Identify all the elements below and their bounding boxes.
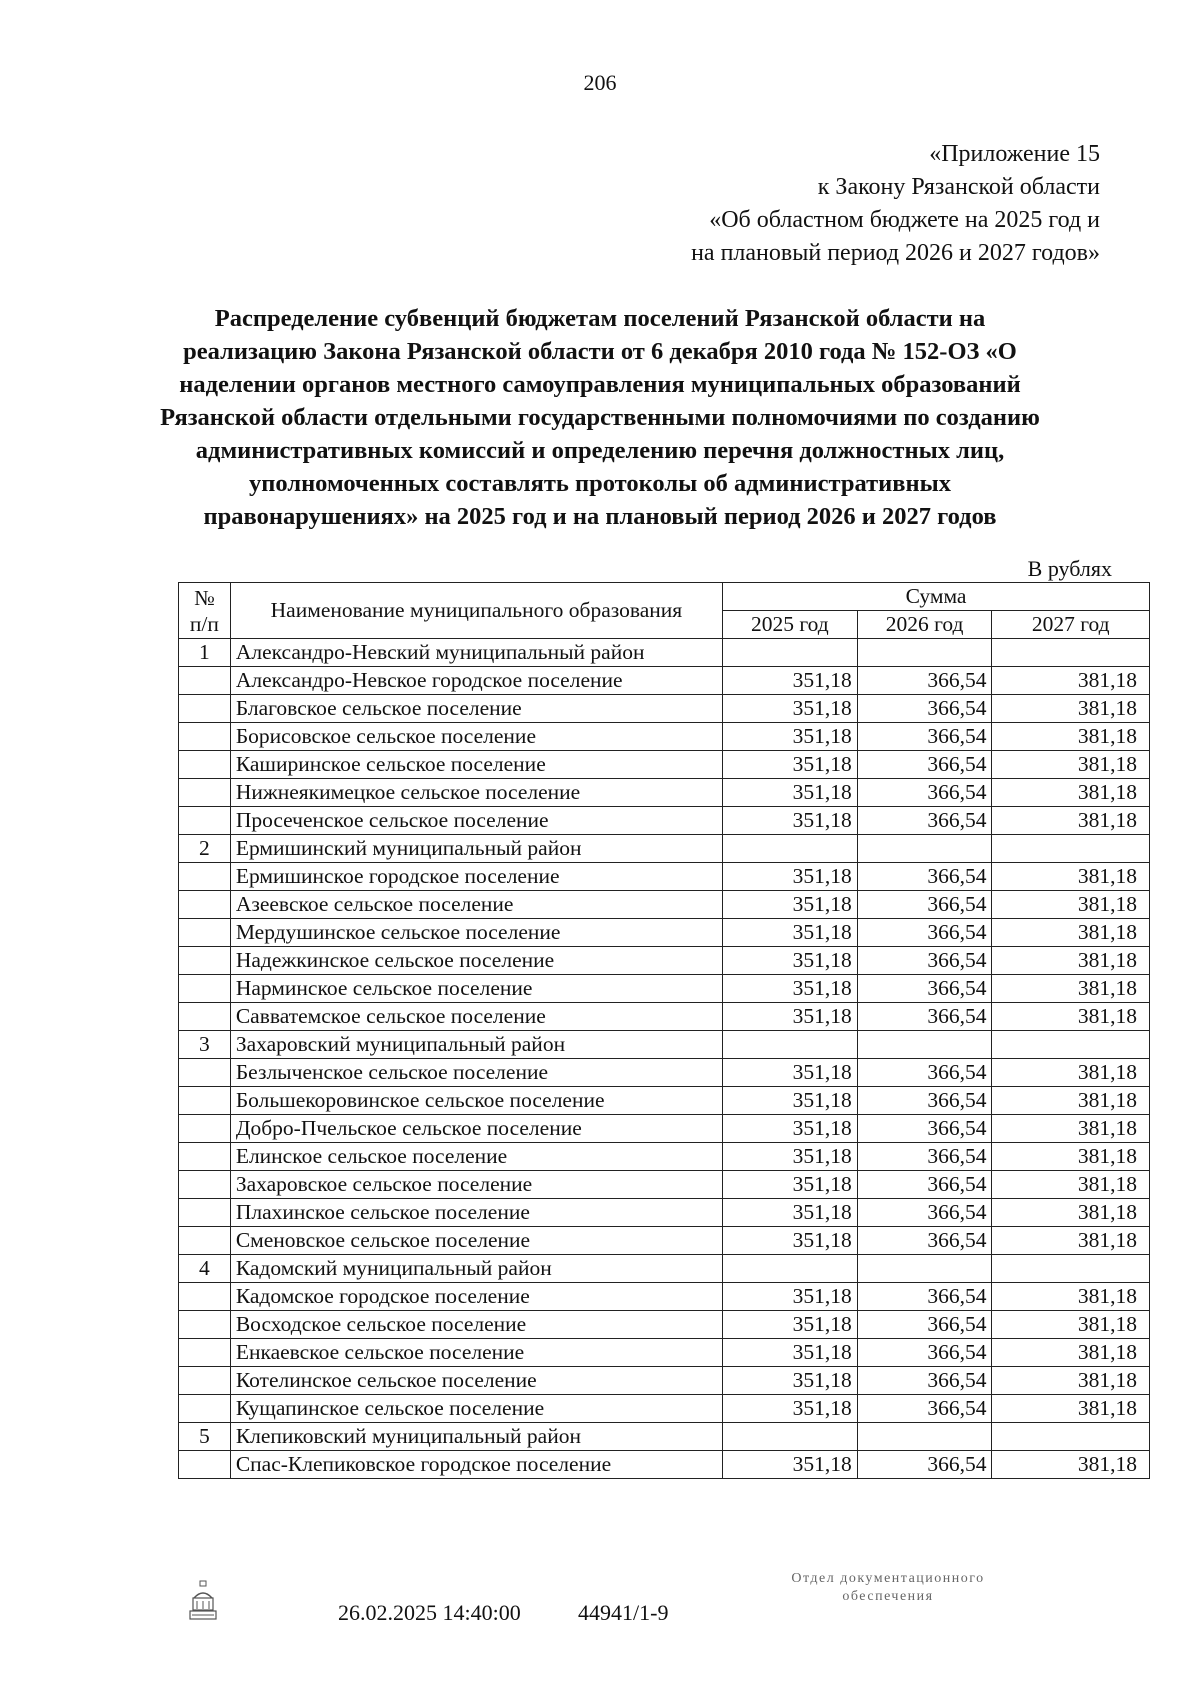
settlement-name: Надежкинское сельское поселение [230, 947, 722, 975]
settlement-name: Захаровское сельское поселение [230, 1171, 722, 1199]
amount-2027: 381,18 [992, 779, 1150, 807]
settlement-name: Савватемское сельское поселение [230, 1003, 722, 1031]
amount-2025: 351,18 [723, 891, 858, 919]
amount-2027: 381,18 [992, 1087, 1150, 1115]
empty-cell [992, 1423, 1150, 1451]
empty-cell [179, 1311, 231, 1339]
district-row [179, 835, 1150, 863]
settlement-row [179, 1115, 1150, 1143]
settlement-row [179, 1395, 1150, 1423]
empty-cell [179, 1115, 231, 1143]
document-title: Распределение субвенций бюджетам поселений Рязанской области на реализацию Закона Рязанской области от 6 декабря 2010 года № 152-ОЗ «О наделении органов местного самоуправления муниципальных образований Рязанской области отдельными государственными полномочиями по созданию административных комиссий и определению перечня должностных лиц, уполномоченных составлять протоколы об административных правонарушениях» на 2025 год и на плановый период 2026 и 2027 годов [160, 305, 1040, 530]
settlement-row [179, 723, 1150, 751]
settlement-row [179, 975, 1150, 1003]
empty-cell [857, 835, 992, 863]
amount-2025: 351,18 [723, 1227, 858, 1255]
empty-cell [179, 891, 231, 919]
district-name: Клепиковский муниципальный район [230, 1423, 722, 1451]
header-sum: Сумма [723, 583, 1150, 611]
district-name: Ермишинский муниципальный район [230, 835, 722, 863]
settlement-name: Спас-Клепиковское городское поселение [230, 1451, 722, 1479]
footer-doc-code: 44941/1-9 [578, 1600, 669, 1625]
appendix-line: на плановый период 2026 и 2027 годов» [691, 240, 1100, 266]
amount-2025: 351,18 [723, 1311, 858, 1339]
settlement-name: Азеевское сельское поселение [230, 891, 722, 919]
amount-2025: 351,18 [723, 1059, 858, 1087]
amount-2025: 351,18 [723, 695, 858, 723]
empty-cell [179, 1143, 231, 1171]
empty-cell [179, 863, 231, 891]
settlement-name: Енкаевское сельское поселение [230, 1339, 722, 1367]
department-stamp: Отдел документационного обеспечения [791, 1571, 985, 1604]
amount-2027: 381,18 [992, 1395, 1150, 1423]
amount-2025: 351,18 [723, 1087, 858, 1115]
settlement-row [179, 863, 1150, 891]
settlement-row [179, 1171, 1150, 1199]
header-2026: 2026 год [857, 611, 992, 639]
amount-2026: 366,54 [857, 1143, 992, 1171]
amount-2025: 351,18 [723, 947, 858, 975]
header-name: Наименование муниципального образования [230, 583, 722, 639]
amount-2027: 381,18 [992, 1059, 1150, 1087]
settlement-name: Безлыченское сельское поселение [230, 1059, 722, 1087]
amount-2026: 366,54 [857, 1059, 992, 1087]
settlement-row [179, 1311, 1150, 1339]
settlement-row [179, 1059, 1150, 1087]
amount-2027: 381,18 [992, 1115, 1150, 1143]
settlement-row [179, 1199, 1150, 1227]
amount-2025: 351,18 [723, 1367, 858, 1395]
header-num: № п/п [179, 583, 231, 639]
settlement-name: Нижнеякимецкое сельское поселение [230, 779, 722, 807]
amount-2027: 381,18 [992, 1311, 1150, 1339]
units-label: В рублях [1027, 556, 1112, 581]
row-number: 3 [179, 1031, 231, 1059]
amount-2026: 366,54 [857, 919, 992, 947]
amount-2027: 381,18 [992, 1003, 1150, 1031]
settlement-row [179, 1087, 1150, 1115]
header-2027: 2027 год [992, 611, 1150, 639]
empty-cell [992, 835, 1150, 863]
empty-cell [179, 1339, 231, 1367]
subsidy-table [178, 582, 1150, 1479]
amount-2027: 381,18 [992, 1227, 1150, 1255]
empty-cell [179, 695, 231, 723]
amount-2026: 366,54 [857, 695, 992, 723]
empty-cell [179, 1087, 231, 1115]
empty-cell [179, 723, 231, 751]
settlement-row [179, 751, 1150, 779]
amount-2026: 366,54 [857, 947, 992, 975]
amount-2026: 366,54 [857, 751, 992, 779]
empty-cell [179, 1171, 231, 1199]
amount-2026: 366,54 [857, 667, 992, 695]
row-number: 2 [179, 835, 231, 863]
amount-2026: 366,54 [857, 1283, 992, 1311]
amount-2026: 366,54 [857, 1087, 992, 1115]
amount-2026: 366,54 [857, 807, 992, 835]
amount-2027: 381,18 [992, 723, 1150, 751]
amount-2025: 351,18 [723, 751, 858, 779]
amount-2027: 381,18 [992, 1199, 1150, 1227]
settlement-row [179, 1451, 1150, 1479]
settlement-row [179, 1143, 1150, 1171]
empty-cell [179, 751, 231, 779]
district-row [179, 639, 1150, 667]
appendix-line: «Приложение 15 [929, 141, 1100, 167]
empty-cell [179, 667, 231, 695]
empty-cell [179, 1199, 231, 1227]
amount-2027: 381,18 [992, 751, 1150, 779]
amount-2025: 351,18 [723, 1283, 858, 1311]
amount-2026: 366,54 [857, 1003, 992, 1031]
amount-2026: 366,54 [857, 1199, 992, 1227]
empty-cell [723, 639, 858, 667]
amount-2026: 366,54 [857, 891, 992, 919]
settlement-name: Кадомское городское поселение [230, 1283, 722, 1311]
district-row [179, 1031, 1150, 1059]
empty-cell [992, 1031, 1150, 1059]
settlement-row [179, 779, 1150, 807]
settlement-name: Котелинское сельское поселение [230, 1367, 722, 1395]
amount-2025: 351,18 [723, 779, 858, 807]
header-2025: 2025 год [723, 611, 858, 639]
row-number: 1 [179, 639, 231, 667]
empty-cell [179, 779, 231, 807]
empty-cell [992, 639, 1150, 667]
empty-cell [723, 1031, 858, 1059]
amount-2027: 381,18 [992, 1339, 1150, 1367]
settlement-row [179, 919, 1150, 947]
amount-2025: 351,18 [723, 1451, 858, 1479]
amount-2025: 351,18 [723, 919, 858, 947]
amount-2025: 351,18 [723, 807, 858, 835]
registry-stamp-icon [188, 1580, 218, 1622]
amount-2025: 351,18 [723, 1143, 858, 1171]
settlement-row [179, 1003, 1150, 1031]
amount-2026: 366,54 [857, 975, 992, 1003]
amount-2025: 351,18 [723, 1003, 858, 1031]
empty-cell [857, 1255, 992, 1283]
settlement-row [179, 1227, 1150, 1255]
appendix-header [691, 138, 1100, 270]
amount-2025: 351,18 [723, 975, 858, 1003]
settlement-name: Каширинское сельское поселение [230, 751, 722, 779]
settlement-name: Плахинское сельское поселение [230, 1199, 722, 1227]
amount-2025: 351,18 [723, 1115, 858, 1143]
amount-2025: 351,18 [723, 1171, 858, 1199]
empty-cell [179, 1003, 231, 1031]
amount-2026: 366,54 [857, 779, 992, 807]
amount-2027: 381,18 [992, 1143, 1150, 1171]
settlement-row [179, 891, 1150, 919]
settlement-name: Александро-Невское городское поселение [230, 667, 722, 695]
amount-2026: 366,54 [857, 1395, 992, 1423]
page-number: 206 [583, 70, 617, 95]
appendix-line: к Закону Рязанской области [817, 174, 1100, 200]
settlement-row [179, 695, 1150, 723]
empty-cell [723, 835, 858, 863]
settlement-name: Благовское сельское поселение [230, 695, 722, 723]
empty-cell [857, 639, 992, 667]
settlement-row [179, 807, 1150, 835]
amount-2026: 366,54 [857, 1227, 992, 1255]
amount-2026: 366,54 [857, 1367, 992, 1395]
empty-cell [857, 1423, 992, 1451]
empty-cell [857, 1031, 992, 1059]
amount-2027: 381,18 [992, 667, 1150, 695]
settlement-name: Сменовское сельское поселение [230, 1227, 722, 1255]
empty-cell [992, 1255, 1150, 1283]
settlement-name: Просеченское сельское поселение [230, 807, 722, 835]
appendix-line: «Об областном бюджете на 2025 год и [709, 207, 1100, 233]
settlement-name: Елинское сельское поселение [230, 1143, 722, 1171]
amount-2027: 381,18 [992, 947, 1150, 975]
settlement-row [179, 667, 1150, 695]
amount-2027: 381,18 [992, 695, 1150, 723]
settlement-name: Большекоровинское сельское поселение [230, 1087, 722, 1115]
amount-2026: 366,54 [857, 1171, 992, 1199]
amount-2026: 366,54 [857, 723, 992, 751]
amount-2026: 366,54 [857, 1311, 992, 1339]
footer-datetime: 26.02.2025 14:40:00 [338, 1600, 521, 1625]
empty-cell [179, 1059, 231, 1087]
amount-2027: 381,18 [992, 891, 1150, 919]
amount-2027: 381,18 [992, 807, 1150, 835]
amount-2026: 366,54 [857, 1339, 992, 1367]
empty-cell [179, 1395, 231, 1423]
empty-cell [179, 947, 231, 975]
amount-2027: 381,18 [992, 1451, 1150, 1479]
district-name: Кадомский муниципальный район [230, 1255, 722, 1283]
amount-2027: 381,18 [992, 1171, 1150, 1199]
amount-2025: 351,18 [723, 1395, 858, 1423]
empty-cell [723, 1423, 858, 1451]
settlement-name: Ермишинское городское поселение [230, 863, 722, 891]
empty-cell [723, 1255, 858, 1283]
empty-cell [179, 1283, 231, 1311]
amount-2025: 351,18 [723, 723, 858, 751]
amount-2027: 381,18 [992, 919, 1150, 947]
amount-2027: 381,18 [992, 975, 1150, 1003]
settlement-row [179, 1339, 1150, 1367]
empty-cell [179, 1227, 231, 1255]
empty-cell [179, 975, 231, 1003]
empty-cell [179, 1367, 231, 1395]
amount-2025: 351,18 [723, 863, 858, 891]
district-name: Александро-Невский муниципальный район [230, 639, 722, 667]
settlement-name: Добро-Пчельское сельское поселение [230, 1115, 722, 1143]
settlement-name: Борисовское сельское поселение [230, 723, 722, 751]
amount-2026: 366,54 [857, 1451, 992, 1479]
settlement-name: Нарминское сельское поселение [230, 975, 722, 1003]
row-number: 4 [179, 1255, 231, 1283]
amount-2027: 381,18 [992, 1283, 1150, 1311]
settlement-row [179, 1283, 1150, 1311]
amount-2026: 366,54 [857, 1115, 992, 1143]
amount-2027: 381,18 [992, 863, 1150, 891]
amount-2027: 381,18 [992, 1367, 1150, 1395]
empty-cell [179, 1451, 231, 1479]
row-number: 5 [179, 1423, 231, 1451]
amount-2025: 351,18 [723, 1339, 858, 1367]
settlement-name: Восходское сельское поселение [230, 1311, 722, 1339]
settlement-row [179, 947, 1150, 975]
settlement-name: Мердушинское сельское поселение [230, 919, 722, 947]
empty-cell [179, 919, 231, 947]
settlement-row [179, 1367, 1150, 1395]
settlement-name: Кущапинское сельское поселение [230, 1395, 722, 1423]
empty-cell [179, 807, 231, 835]
amount-2025: 351,18 [723, 667, 858, 695]
amount-2025: 351,18 [723, 1199, 858, 1227]
district-row [179, 1423, 1150, 1451]
district-name: Захаровский муниципальный район [230, 1031, 722, 1059]
amount-2026: 366,54 [857, 863, 992, 891]
district-row [179, 1255, 1150, 1283]
